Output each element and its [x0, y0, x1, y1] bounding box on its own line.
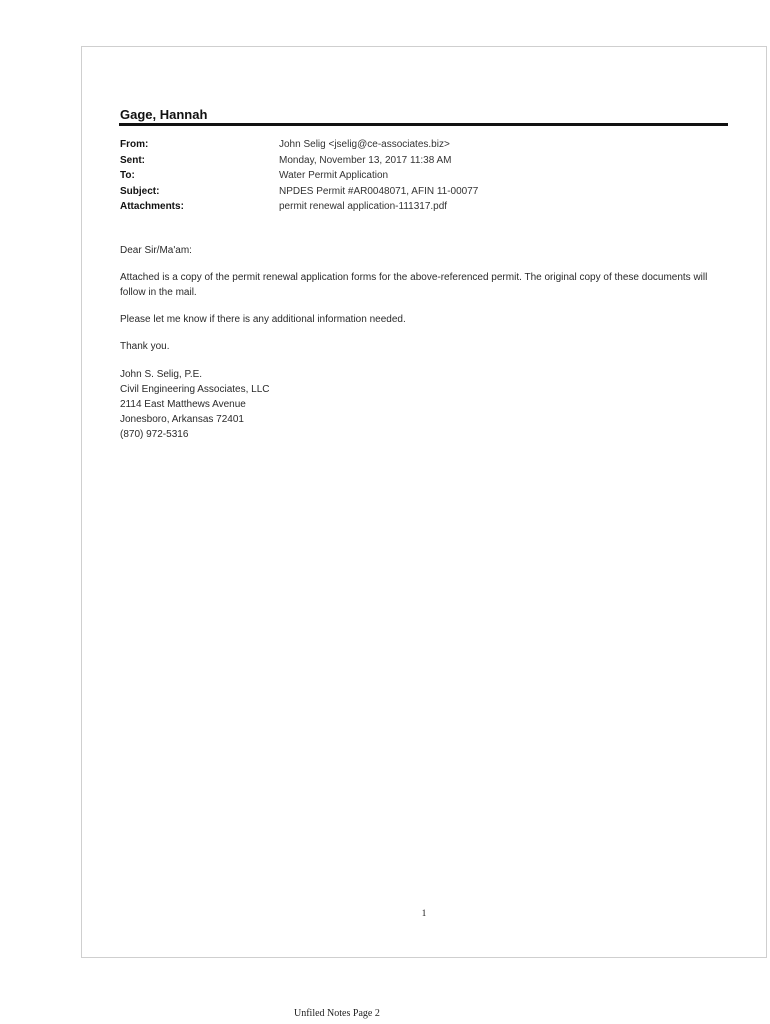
sent-value: Monday, November 13, 2017 11:38 AM — [279, 154, 452, 166]
attachment-filename: permit renewal application-111317.pdf — [279, 201, 448, 212]
page-number: 1 — [421, 908, 427, 918]
header-row-sent — [120, 153, 720, 169]
from-value: John Selig <jselig@ce-associates.biz> — [279, 139, 450, 150]
signature-street: 2114 East Matthews Avenue — [120, 399, 246, 410]
sent-label: Sent: — [120, 154, 145, 166]
notes-page-footer: Unfiled Notes Page 2 — [294, 1008, 380, 1019]
signature-name: John S. Selig, P.E. — [120, 369, 203, 380]
header-row-subject — [120, 184, 720, 200]
email-headers — [120, 137, 720, 215]
header-row-from — [120, 137, 720, 153]
mailbox-owner-name: Gage, Hannah — [120, 107, 208, 122]
header-rule — [119, 123, 728, 126]
to-value: Water Permit Application — [279, 170, 389, 181]
to-label: To: — [120, 170, 135, 181]
signature-company: Civil Engineering Associates, LLC — [120, 384, 270, 395]
attachments-label: Attachments: — [120, 201, 184, 212]
body-paragraph-info: Please let me know if there is any additional information needed. — [120, 314, 406, 325]
signature-phone: (870) 972-5316 — [120, 429, 189, 440]
subject-value: NPDES Permit #AR0048071, AFIN 11-00077 — [279, 185, 479, 197]
body-paragraph-main: Attached is a copy of the permit renewal application forms for the above-referenced permit. The original copy of these documents will follow in the mail. — [120, 272, 708, 298]
header-row-attachments — [120, 199, 720, 215]
signature-block — [120, 367, 730, 442]
signature-city: Jonesboro, Arkansas 72401 — [120, 414, 244, 425]
header-row-to — [120, 168, 720, 184]
email-print-page — [81, 46, 767, 958]
from-label: From: — [120, 139, 149, 150]
subject-label: Subject: — [120, 185, 160, 197]
greeting: Dear Sir/Ma'am: — [120, 245, 192, 256]
closing: Thank you. — [120, 341, 170, 352]
email-body — [120, 243, 730, 442]
